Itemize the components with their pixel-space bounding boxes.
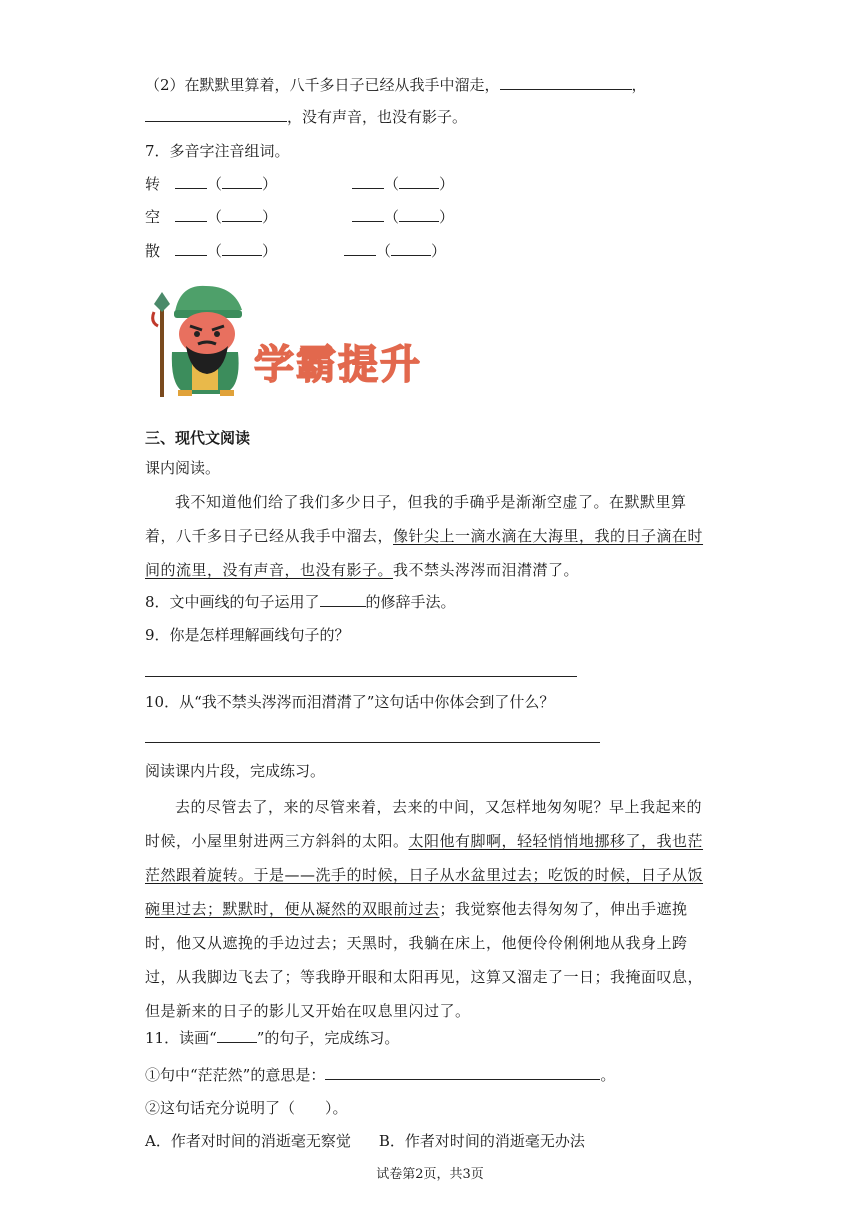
q11-2: ②这句话充分说明了（ ）。 [145, 1099, 348, 1117]
pinyin-blank[interactable] [175, 241, 207, 256]
underlined-sentence: 像针尖上一滴水滴在大海里，我的日子滴在时间的流里，没有声音，也没有影子。 [145, 527, 704, 579]
word-blank[interactable] [222, 207, 262, 222]
reading-passage-2: 去的尽管去了，来的尽管来着，去来的中间，又怎样地匆匆呢？早上我起来的时候，小屋里射进两三方斜斜的太阳。太阳他有脚啊，轻轻悄悄地挪移了，我也茫茫然跟着旋转。于是——洗手的时候，日子从水盆里过去；吃饭的时候，日子从饭碗里过去；默默时，便从凝然的双眼前过去；我觉察他去得匆匆了，伸出手遮挽时，他又从遮挽的手边过去；天黑时，我躺在床上，他便伶伶俐俐地从我身上跨过，从我脚边飞去了；等我睁开眼和太阳再见，这算又溜走了一日；我掩面叹息，但是新来的日子的影儿又开始在叹息里闪过了。 [145, 798, 704, 1020]
poly-char: 转 [145, 175, 161, 193]
answer-blank[interactable] [145, 105, 287, 122]
pinyin-blank[interactable] [175, 207, 207, 222]
option-b[interactable]: B．作者对时间的消逝毫无办法 [378, 1132, 585, 1150]
word-blank[interactable] [399, 174, 439, 189]
answer-blank[interactable] [320, 590, 366, 607]
q6-2-line1: （2）在默默里算着，八千多日子已经从我手中溜走， ， [145, 73, 647, 96]
word-blank[interactable] [399, 207, 439, 222]
xueba-banner [150, 282, 460, 402]
pinyin-blank[interactable] [175, 174, 207, 189]
q9: 9．你是怎样理解画线句子的？ [145, 626, 350, 644]
page-footer: 试卷第2页，共3页 [376, 1167, 484, 1182]
word-blank[interactable] [222, 241, 262, 256]
sub-instruction-1: 课内阅读。 [145, 459, 221, 477]
poly-char: 散 [145, 242, 161, 260]
pinyin-blank[interactable] [352, 207, 384, 222]
word-blank[interactable] [391, 241, 431, 256]
q8: 8．文中画线的句子运用了 的修辞手法。 [145, 590, 456, 613]
option-a[interactable]: A．作者对时间的消逝毫无察觉 [145, 1132, 351, 1150]
q6-2-line2: ，没有声音，也没有影子。 [145, 105, 467, 128]
sub-instruction-2: 阅读课内片段，完成练习。 [145, 762, 326, 780]
poly-row-1: 转 （ ） （ ） [145, 175, 455, 193]
q11-1: ①句中“茫茫然”的意思是： 。 [145, 1063, 615, 1086]
pinyin-blank[interactable] [344, 241, 376, 256]
q9-answer-line[interactable] [145, 676, 577, 677]
poly-row-3: 散 （ ） （ ） [145, 242, 447, 260]
reading-passage-1: 我不知道他们给了我们多少日子，但我的手确乎是渐渐空虚了。在默默里算着，八千多日子已经从我手中溜去，像针尖上一滴水滴在大海里，我的日子滴在时间的流里，没有声音，也没有影子。我不禁头涔涔而泪潸潸了。 [145, 493, 704, 579]
q11: 11．读画“ ”的句子，完成练习。 [145, 1029, 400, 1047]
q11-options [145, 1130, 585, 1152]
section-heading: 三、现代文阅读 [145, 429, 251, 447]
poly-char: 空 [145, 208, 161, 226]
pinyin-blank[interactable] [352, 174, 384, 189]
q10-answer-line[interactable] [145, 742, 600, 743]
underlined-sentence: 太阳他有脚啊，轻轻悄悄地挪移了，我也茫茫然跟着旋转。于是——洗手的时候，日子从水盆里过去；吃饭的时候，日子从饭碗里过去；默默时，便从凝然的双眼前过去 [145, 832, 704, 918]
answer-blank[interactable] [325, 1063, 600, 1080]
banner-title: 学霸提升 [254, 342, 422, 388]
answer-blank[interactable] [500, 73, 632, 90]
cartoon-general-icon [153, 286, 242, 397]
q10: 10．从“我不禁头涔涔而泪潸潸了”这句话中你体会到了什么？ [145, 693, 555, 711]
underline-mark [217, 1032, 257, 1043]
q7-title: 7．多音字注音组词。 [145, 142, 290, 160]
word-blank[interactable] [222, 174, 262, 189]
poly-row-2: 空 （ ） （ ） [145, 208, 455, 226]
